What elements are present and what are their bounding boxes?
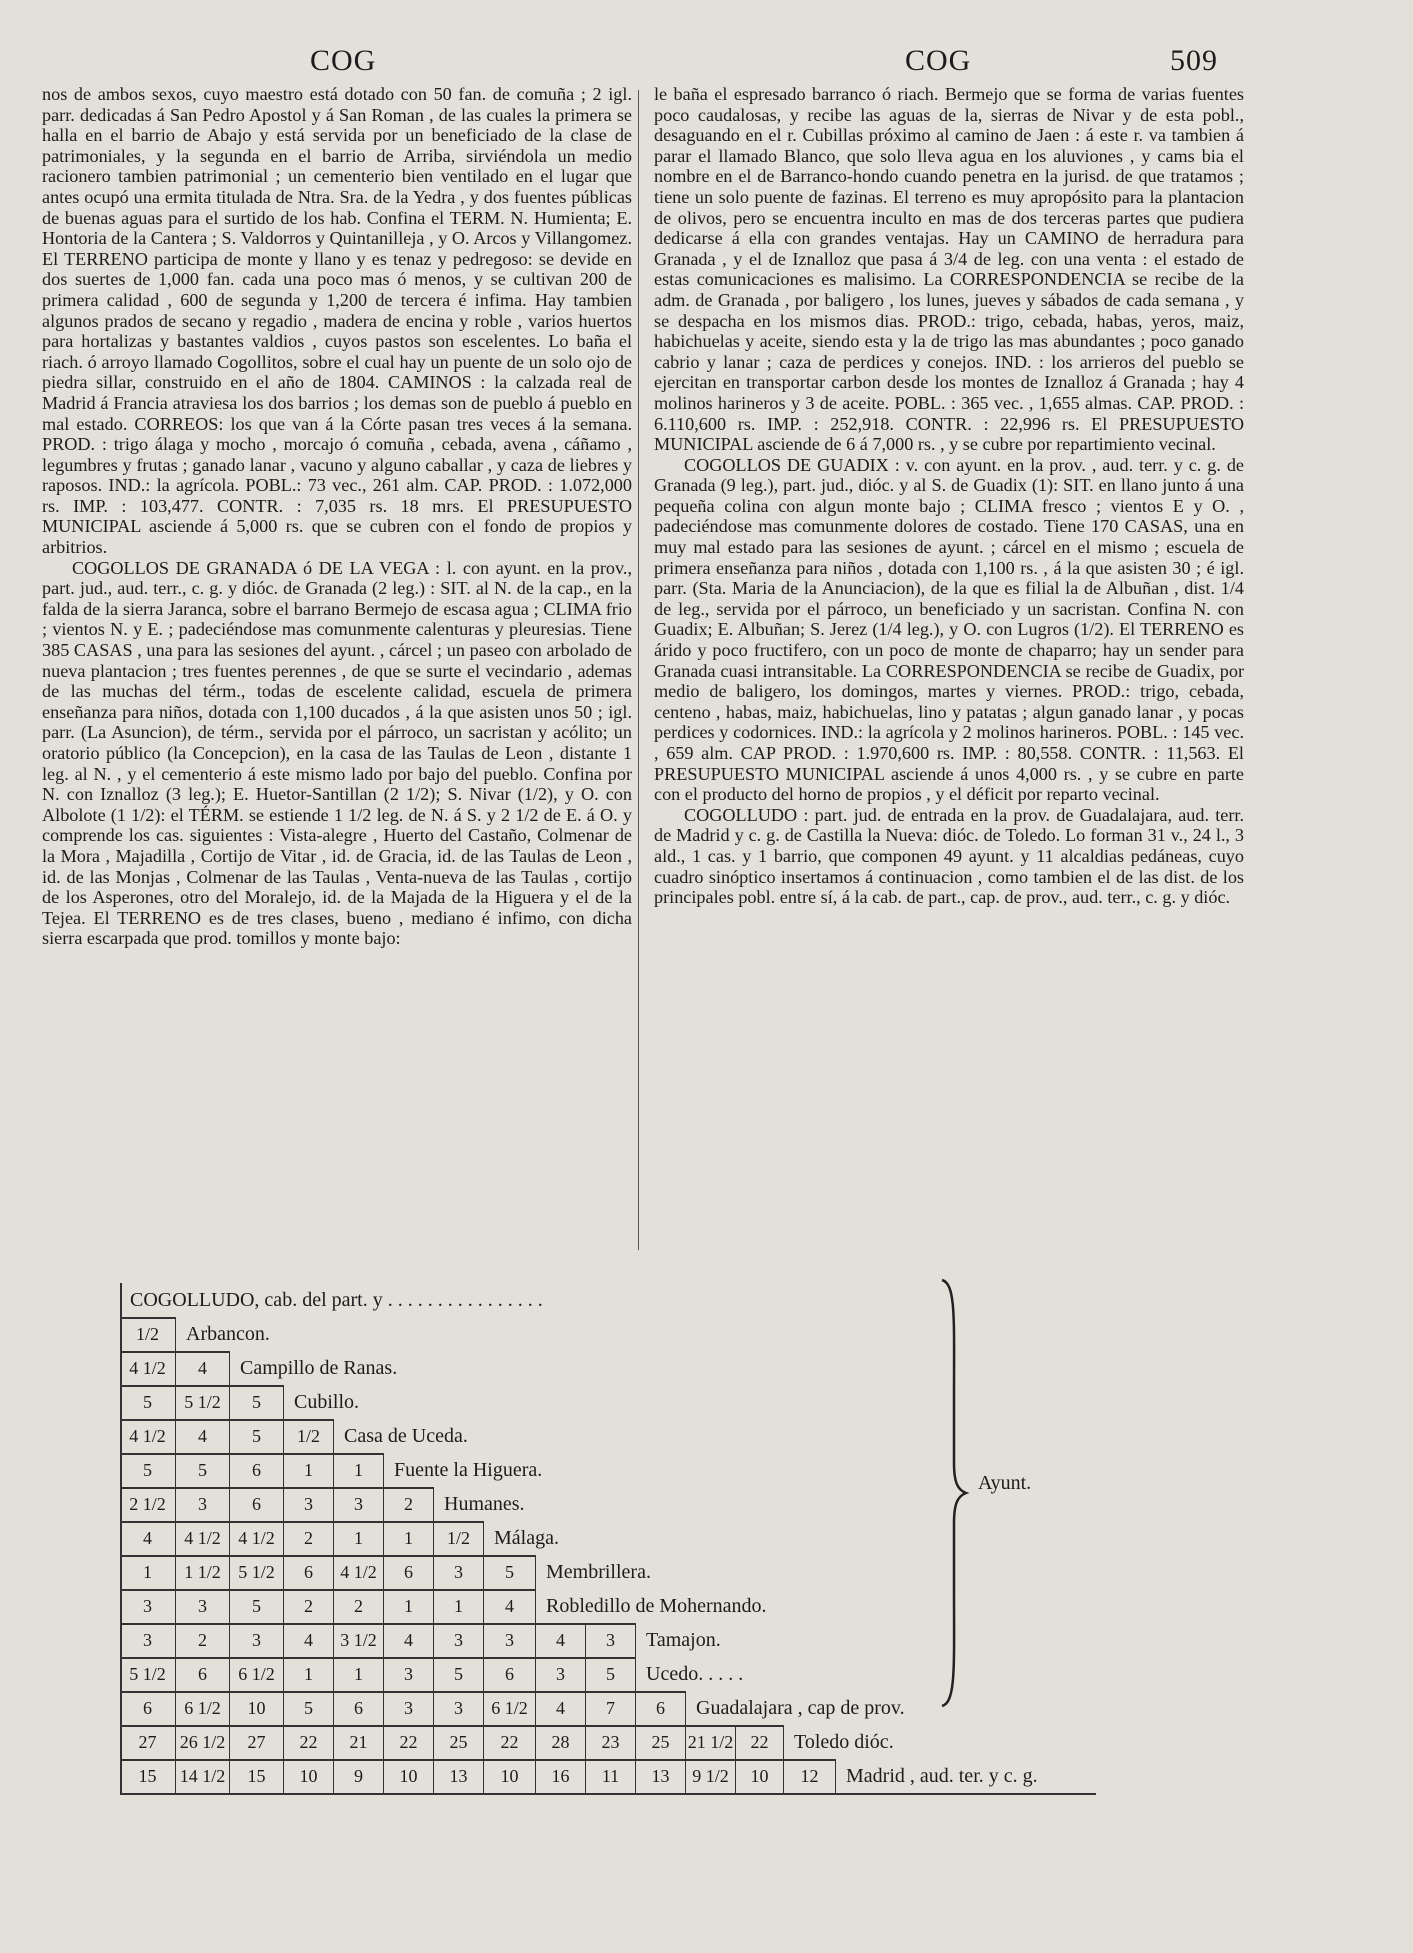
table-row-rule bbox=[120, 1725, 784, 1727]
table-cell: 10 bbox=[484, 1759, 536, 1793]
table-row bbox=[110, 1589, 1350, 1623]
table-cell: 3 bbox=[120, 1623, 176, 1657]
table-cell: 21 1/2 bbox=[686, 1725, 736, 1759]
table-cell: 1 bbox=[284, 1657, 334, 1691]
table-cell: 21 bbox=[334, 1725, 384, 1759]
table-row-rule bbox=[120, 1317, 176, 1319]
table-cell: 6 bbox=[384, 1555, 434, 1589]
table-cell: 3 bbox=[230, 1623, 284, 1657]
ayunt-label: Ayunt. bbox=[978, 1472, 1032, 1494]
table-cell: 1 bbox=[434, 1589, 484, 1623]
table-row bbox=[110, 1657, 1350, 1691]
table-cell: 1 bbox=[384, 1521, 434, 1555]
running-head-right: COG bbox=[905, 44, 972, 77]
table-cell: 3 bbox=[434, 1555, 484, 1589]
table-cell: 7 bbox=[586, 1691, 636, 1725]
table-cell: 5 bbox=[230, 1385, 284, 1419]
table-cell: 3 bbox=[484, 1623, 536, 1657]
table-cell: 6 bbox=[230, 1453, 284, 1487]
right-paragraph-2: COGOLLOS DE GUADIX : v. con ayunt. en la prov. , aud. terr. y c. g. de Granada (9 leg.), part. jud., dióc. y al S. de Guadix (1): SIT. en llano junto á una pequeña colina con algun monte bajo ; CLIMA fresco ; vientos E y O. , padeciéndose mas comunmente dolores de costado. Tiene 170 CASAS, una en muy mal estado para las sesiones de ayunt. ; cárcel en el mismo ; escuela de primera enseñanza para niños , dotada con 1,100 rs. , á la que asisten 30 ; é igl. parr. (Sta. Maria de la Anunciacion), de la que es filial la de Albuñan , dist. 1/4 de leg., servida por el párroco, un beneficiado y un sacristan. Confina N. con Guadix; E. Albuñan; S. Jerez (1/4 leg.), y O. con Lugros (1/2). El TERRENO es árido y poco fructifero, con un poco de monte de chaparro; hay un sender para Granada cuasi intransitable. La CORRESPONDENCIA se recibe de Guadix, por medio de baligero, los domingos, martes y viernes. PROD.: trigo, cebada, centeno , habas, maiz, habichuelas, lino y patatas ; algun ganado lanar , y pocas perdices y codornices. IND.: la agrícola y 2 molinos harineros. POBL. : 145 vec. , 659 alm. CAP PROD. : 1.970,600 rs. IMP. : 80,558. CONTR. : 11,563. El PRESUPUESTO MUNICIPAL asciende á unos 4,000 rs. , y se cubre en parte con el producto del horno de propios , y el déficit por reparto vecinal. bbox=[654, 454, 1244, 805]
table-cell: 3 bbox=[434, 1691, 484, 1725]
table-cell: 5 bbox=[434, 1657, 484, 1691]
distance-table bbox=[110, 1275, 1350, 1945]
running-head-left: COG bbox=[310, 44, 377, 77]
table-cell: 6 bbox=[284, 1555, 334, 1589]
table-row-rule bbox=[120, 1657, 636, 1659]
table-cell: 5 bbox=[484, 1555, 536, 1589]
table-cell: 13 bbox=[636, 1759, 686, 1793]
right-column bbox=[654, 84, 1244, 908]
table-row bbox=[110, 1691, 1350, 1725]
table-row bbox=[110, 1385, 1350, 1419]
table-cell: 4 1/2 bbox=[334, 1555, 384, 1589]
table-cell: 16 bbox=[536, 1759, 586, 1793]
table-cell: 10 bbox=[230, 1691, 284, 1725]
table-cell: 10 bbox=[284, 1759, 334, 1793]
table-place-name: Ucedo. . . . . bbox=[646, 1663, 744, 1685]
table-cell: 6 bbox=[334, 1691, 384, 1725]
table-cell: 4 1/2 bbox=[230, 1521, 284, 1555]
table-cell: 4 bbox=[176, 1351, 230, 1385]
table-row-rule bbox=[120, 1385, 284, 1387]
table-cell: 5 bbox=[120, 1385, 176, 1419]
table-cell: 3 bbox=[120, 1589, 176, 1623]
left-paragraph-1: nos de ambos sexos, cuyo maestro está dotado con 50 fan. de comuña ; 2 igl. parr. dedicadas á San Pedro Apostol y á San Roman , de las cuales la primera se halla en el barrio de Abajo y está servida por un beneficiado de la clase de patrimoniales, y la segunda en el barrio de Arriba, sirviéndola un medio racionero tambien patrimonial ; un cementerio bien ventilado en el lugar que antes ocupó una ermita titulada de Ntra. Sra. de la Yedra , y dos fuentes públicas de buenas aguas para el surtido de los hab. Confina el TERM. N. Humienta; E. Hontoria de la Cantera ; S. Valdorros y Quintanilleja , y O. Arcos y Villangomez. El TERRENO participa de monte y llano y es tenaz y pedregoso: se devide en dos suertes de 1,000 fan. cada una poco mas ó menos, y se cultivan 200 de primera calidad , 600 de segunda y 1,200 de tercera é infima. Hay tambien algunos prados de secano y regadio , madera de encina y roble , varios huertos para hortalizas y bastantes valdios , cuyos pastos son escelentes. Lo baña el riach. ó arroyo llamado Cogollitos, sobre el cual hay un puente de un solo ojo de piedra sillar, construido en el año de 1804. CAMINOS : la calzada real de Madrid á Francia atraviesa los dos barrios ; los demas son de pueblo á pueblo en mal estado. CORREOS: los que van á la Córte pasan tres veces á la semana. PROD. : trigo álaga y mocho , morcajo ó comuña , cebada, avena , cáñamo , legumbres y frutas ; ganado lanar , vacuno y alguno caballar , y caza de liebres y raposos. IND.: la agrícola. POBL.: 73 vec., 261 alm. CAP. PROD. : 1.072,000 rs. IMP. : 103,477. CONTR. : 7,035 rs. 18 mrs. El PRESUPUESTO MUNICIPAL asciende á 5,000 rs. que se cubren con el fondo de propios y arbitrios. bbox=[42, 84, 632, 558]
table-cell: 4 1/2 bbox=[120, 1419, 176, 1453]
table-row bbox=[110, 1725, 1350, 1759]
table-cell: 3 bbox=[586, 1623, 636, 1657]
table-cell: 1/2 bbox=[284, 1419, 334, 1453]
table-place-name: Casa de Uceda. bbox=[344, 1425, 468, 1447]
table-cell: 4 1/2 bbox=[176, 1521, 230, 1555]
table-cell: 3 bbox=[176, 1589, 230, 1623]
table-cell: 9 bbox=[334, 1759, 384, 1793]
table-cell: 2 bbox=[176, 1623, 230, 1657]
table-cell: 3 bbox=[176, 1487, 230, 1521]
table-row bbox=[110, 1351, 1350, 1385]
table-place-name: Campillo de Ranas. bbox=[240, 1357, 398, 1379]
table-cell: 2 bbox=[384, 1487, 434, 1521]
table-cell: 6 bbox=[176, 1657, 230, 1691]
table-row bbox=[110, 1317, 1350, 1351]
table-place-name: Cubillo. bbox=[294, 1391, 360, 1413]
table-place-name: Fuente la Higuera. bbox=[394, 1459, 543, 1481]
table-cell: 6 bbox=[230, 1487, 284, 1521]
table-row-rule bbox=[120, 1453, 384, 1455]
table-row bbox=[110, 1759, 1350, 1793]
table-place-name: Membrillera. bbox=[546, 1561, 651, 1583]
table-cell: 22 bbox=[484, 1725, 536, 1759]
table-cell: 3 bbox=[536, 1657, 586, 1691]
table-cell: 10 bbox=[736, 1759, 784, 1793]
table-cell: 4 bbox=[484, 1589, 536, 1623]
table-cell: 5 bbox=[230, 1589, 284, 1623]
table-cell: 27 bbox=[230, 1725, 284, 1759]
page-number: 509 bbox=[1170, 44, 1218, 77]
table-row bbox=[110, 1623, 1350, 1657]
table-cell: 1 bbox=[284, 1453, 334, 1487]
table-cell: 11 bbox=[586, 1759, 636, 1793]
table-cell: 1/2 bbox=[120, 1317, 176, 1351]
table-cell: 2 bbox=[284, 1521, 334, 1555]
table-cell: 1 bbox=[384, 1589, 434, 1623]
column-rule bbox=[638, 90, 639, 1250]
table-cell: 1 bbox=[334, 1453, 384, 1487]
table-cell: 14 1/2 bbox=[176, 1759, 230, 1793]
table-cell: 4 bbox=[284, 1623, 334, 1657]
table-cell: 5 1/2 bbox=[176, 1385, 230, 1419]
table-place-name: Toledo dióc. bbox=[794, 1731, 894, 1753]
table-row-rule bbox=[120, 1487, 434, 1489]
table-cell: 3 bbox=[334, 1487, 384, 1521]
table-cell: 4 bbox=[384, 1623, 434, 1657]
table-row-rule bbox=[120, 1351, 230, 1353]
table-cell: 22 bbox=[384, 1725, 434, 1759]
table-place-name: Humanes. bbox=[444, 1493, 525, 1515]
table-cell: 4 1/2 bbox=[120, 1351, 176, 1385]
table-cell: 15 bbox=[230, 1759, 284, 1793]
right-paragraph-3: COGOLLUDO : part. jud. de entrada en la prov. de Guadalajara, aud. terr. de Madrid y c. g. de Castilla la Nueva: dióc. de Toledo. Lo forman 31 v., 24 l., 3 ald., 1 cas. y 1 barrio, que componen 49 ayunt. y 11 alcaldias pedáneas, cuyo cuadro sinóptico insertamos á continuacion , como tambien el de las dist. de los principales pobl. entre sí, á la cab. de part., cap. de prov., aud. terr., c. g. y dióc. bbox=[654, 804, 1244, 908]
table-row-rule bbox=[120, 1623, 636, 1625]
left-column bbox=[42, 84, 632, 949]
table-place-name: Robledillo de Mohernando. bbox=[546, 1595, 767, 1617]
table-cell: 22 bbox=[284, 1725, 334, 1759]
table-cell: 6 1/2 bbox=[230, 1657, 284, 1691]
table-cell: 5 bbox=[586, 1657, 636, 1691]
table-cell: 1 bbox=[334, 1521, 384, 1555]
table-cell: 6 bbox=[484, 1657, 536, 1691]
table-cell: 6 bbox=[636, 1691, 686, 1725]
table-row bbox=[110, 1487, 1350, 1521]
table-cell: 3 bbox=[384, 1657, 434, 1691]
table-cell: 3 bbox=[284, 1487, 334, 1521]
table-cell: 5 bbox=[284, 1691, 334, 1725]
table-cell: 1 1/2 bbox=[176, 1555, 230, 1589]
table-row bbox=[110, 1419, 1350, 1453]
table-row bbox=[110, 1453, 1350, 1487]
table-cell: 27 bbox=[120, 1725, 176, 1759]
table-cell: 3 bbox=[384, 1691, 434, 1725]
table-cell: 23 bbox=[586, 1725, 636, 1759]
left-paragraph-2: COGOLLOS DE GRANADA ó DE LA VEGA : l. con ayunt. en la prov., part. jud., aud. terr., c. g. y dióc. de Granada (2 leg.) : SIT. al N. de la cap., en la falda de la sierra Jaranca, sobre el barrano Bermejo de escasa agua ; CLIMA frio ; vientos N. y E. ; padeciéndose mas comunmente calenturas y pleuresias. Tiene 385 CASAS , una para las sesiones del ayunt. , cárcel ; un paseo con arbolado de nueva plantacion ; tres fuentes perennes , de que se surte el vecindario , ademas de las muchas del térm., todas de escelente calidad, escuela de primera enseñanza para niños, dotada con 1,100 ducados , á la que asisten unos 50 ; igl. parr. (La Asuncion), de térm., servida por el párroco, un sacristan y acólito; un oratorio público (la Concepcion), en la casa de las Taulas de Leon , distante 1 leg. al N. , y el cementerio á este mismo lado por bajo del pueblo. Confina por N. con Iznalloz (3 leg.); E. Huetor-Santillan (2 1/2); S. Nivar (1/2), y O. con Albolote (1 1/2): el TÉRM. se estiende 1 1/2 leg. de N. á S. y 2 1/2 de E. á O. y comprende los cas. siguientes : Vista-alegre , Huerto del Castaño, Colmenar de la Mora , Majadilla , Cortijo de Vitar , id. de Gracia, id. de las Taulas de Leon , id. de las Monjas , Colmenar de las Taulas , Venta-nueva de las Taulas , cortijo de los Asperones, otro del Moralejo, id. de la Majada de la Higuera y el de la Tejea. El TERRENO es de tres clases, bueno , mediano é infimo, con dicha sierra escarpada que prod. tomillos y monte bajo: bbox=[42, 557, 632, 949]
table-row bbox=[110, 1555, 1350, 1589]
table-row-rule bbox=[120, 1419, 334, 1421]
table-cell: 3 1/2 bbox=[334, 1623, 384, 1657]
table-cell: 1 bbox=[120, 1555, 176, 1589]
table-bottom-rule bbox=[120, 1793, 1096, 1795]
table-cell: 6 1/2 bbox=[176, 1691, 230, 1725]
table-cell: 4 bbox=[176, 1419, 230, 1453]
table-cell: 2 bbox=[334, 1589, 384, 1623]
table-place-name: Guadalajara , cap de prov. bbox=[696, 1697, 905, 1719]
table-cell: 6 bbox=[120, 1691, 176, 1725]
table-cell: 1/2 bbox=[434, 1521, 484, 1555]
table-cell: 10 bbox=[384, 1759, 434, 1793]
table-place-name: Tamajon. bbox=[646, 1629, 721, 1651]
table-cell: 2 bbox=[284, 1589, 334, 1623]
table-cell: 22 bbox=[736, 1725, 784, 1759]
table-cell: 15 bbox=[120, 1759, 176, 1793]
table-cell: 25 bbox=[636, 1725, 686, 1759]
table-cell: 9 1/2 bbox=[686, 1759, 736, 1793]
table-cell: 6 1/2 bbox=[484, 1691, 536, 1725]
table-row-rule bbox=[120, 1691, 686, 1693]
table-cell: 2 1/2 bbox=[120, 1487, 176, 1521]
table-cell: 28 bbox=[536, 1725, 586, 1759]
right-paragraph-1: le baña el espresado barranco ó riach. Bermejo que se forma de varias fuentes poco caudalosas, y recibe las aguas de la, sierras de Nivar y de esta pobl., desaguando en el r. Cubillas próximo al camino de Jaen : á este r. va tambien á parar el llamado Blanco, que solo lleva agua en los aluviones , y cams bia el nombre en el de Barranco-hondo cuando penetra en la jurisd. de que tratamos ; tiene un solo puente de fazinas. El terreno es muy apropósito para la plantacion de olivos, pero se encuentra inculto en mas de dos terceras partes que pudiera dedicarse á ella con grandes ventajas. Hay un CAMINO de herradura para Granada , y el de Iznalloz que pasa á 3/4 de leg. con una venta : el estado de estas comunicaciones es malisimo. La CORRESPONDENCIA se recibe de la adm. de Granada , por baligero , los lunes, jueves y sábados de cada semana , y se despacha en los mismos dias. PROD.: trigo, cebada, habas, yeros, maiz, habichuelas y aceite, siendo esta y la de trigo las mas abundantes ; poco ganado cabrio y lanar ; caza de perdices y conejos. IND. : los arrieros del pueblo se ejercitan en transportar carbon desde los montes de Iznalloz á Granada ; hay 4 molinos harineros y 3 de aceite. POBL. : 365 vec. , 1,655 almas. CAP. PROD. : 6.110,600 rs. IMP. : 252,918. CONTR. : 22,996 rs. El PRESUPUESTO MUNICIPAL asciende de 6 á 7,000 rs. , y se cubre por repartimiento vecinal. bbox=[654, 84, 1244, 455]
table-cell: 4 bbox=[536, 1623, 586, 1657]
table-cell: 12 bbox=[784, 1759, 836, 1793]
table-cell: 25 bbox=[434, 1725, 484, 1759]
table-row-rule bbox=[120, 1589, 536, 1591]
right-brace bbox=[940, 1278, 970, 1708]
table-row bbox=[110, 1521, 1350, 1555]
table-cell: 5 1/2 bbox=[230, 1555, 284, 1589]
table-place-name: Madrid , aud. ter. y c. g. bbox=[846, 1765, 1038, 1787]
table-cell: 5 bbox=[120, 1453, 176, 1487]
table-cell: 5 bbox=[176, 1453, 230, 1487]
table-place-name: Arbancon. bbox=[186, 1323, 270, 1345]
table-cell: 1 bbox=[334, 1657, 384, 1691]
table-row-rule bbox=[120, 1759, 836, 1761]
table-row-rule bbox=[120, 1521, 484, 1523]
table-cell: 4 bbox=[120, 1521, 176, 1555]
table-place-name: Málaga. bbox=[494, 1527, 559, 1549]
table-cell: 4 bbox=[536, 1691, 586, 1725]
table-cell: 13 bbox=[434, 1759, 484, 1793]
table-row-rule bbox=[120, 1555, 536, 1557]
table-cell: 26 1/2 bbox=[176, 1725, 230, 1759]
table-cell: 5 1/2 bbox=[120, 1657, 176, 1691]
table-cell: 3 bbox=[434, 1623, 484, 1657]
table-cell: 5 bbox=[230, 1419, 284, 1453]
table-head-label: COGOLLUDO, cab. del part. y . . . . . . . . . . . . . . . . bbox=[130, 1289, 543, 1311]
